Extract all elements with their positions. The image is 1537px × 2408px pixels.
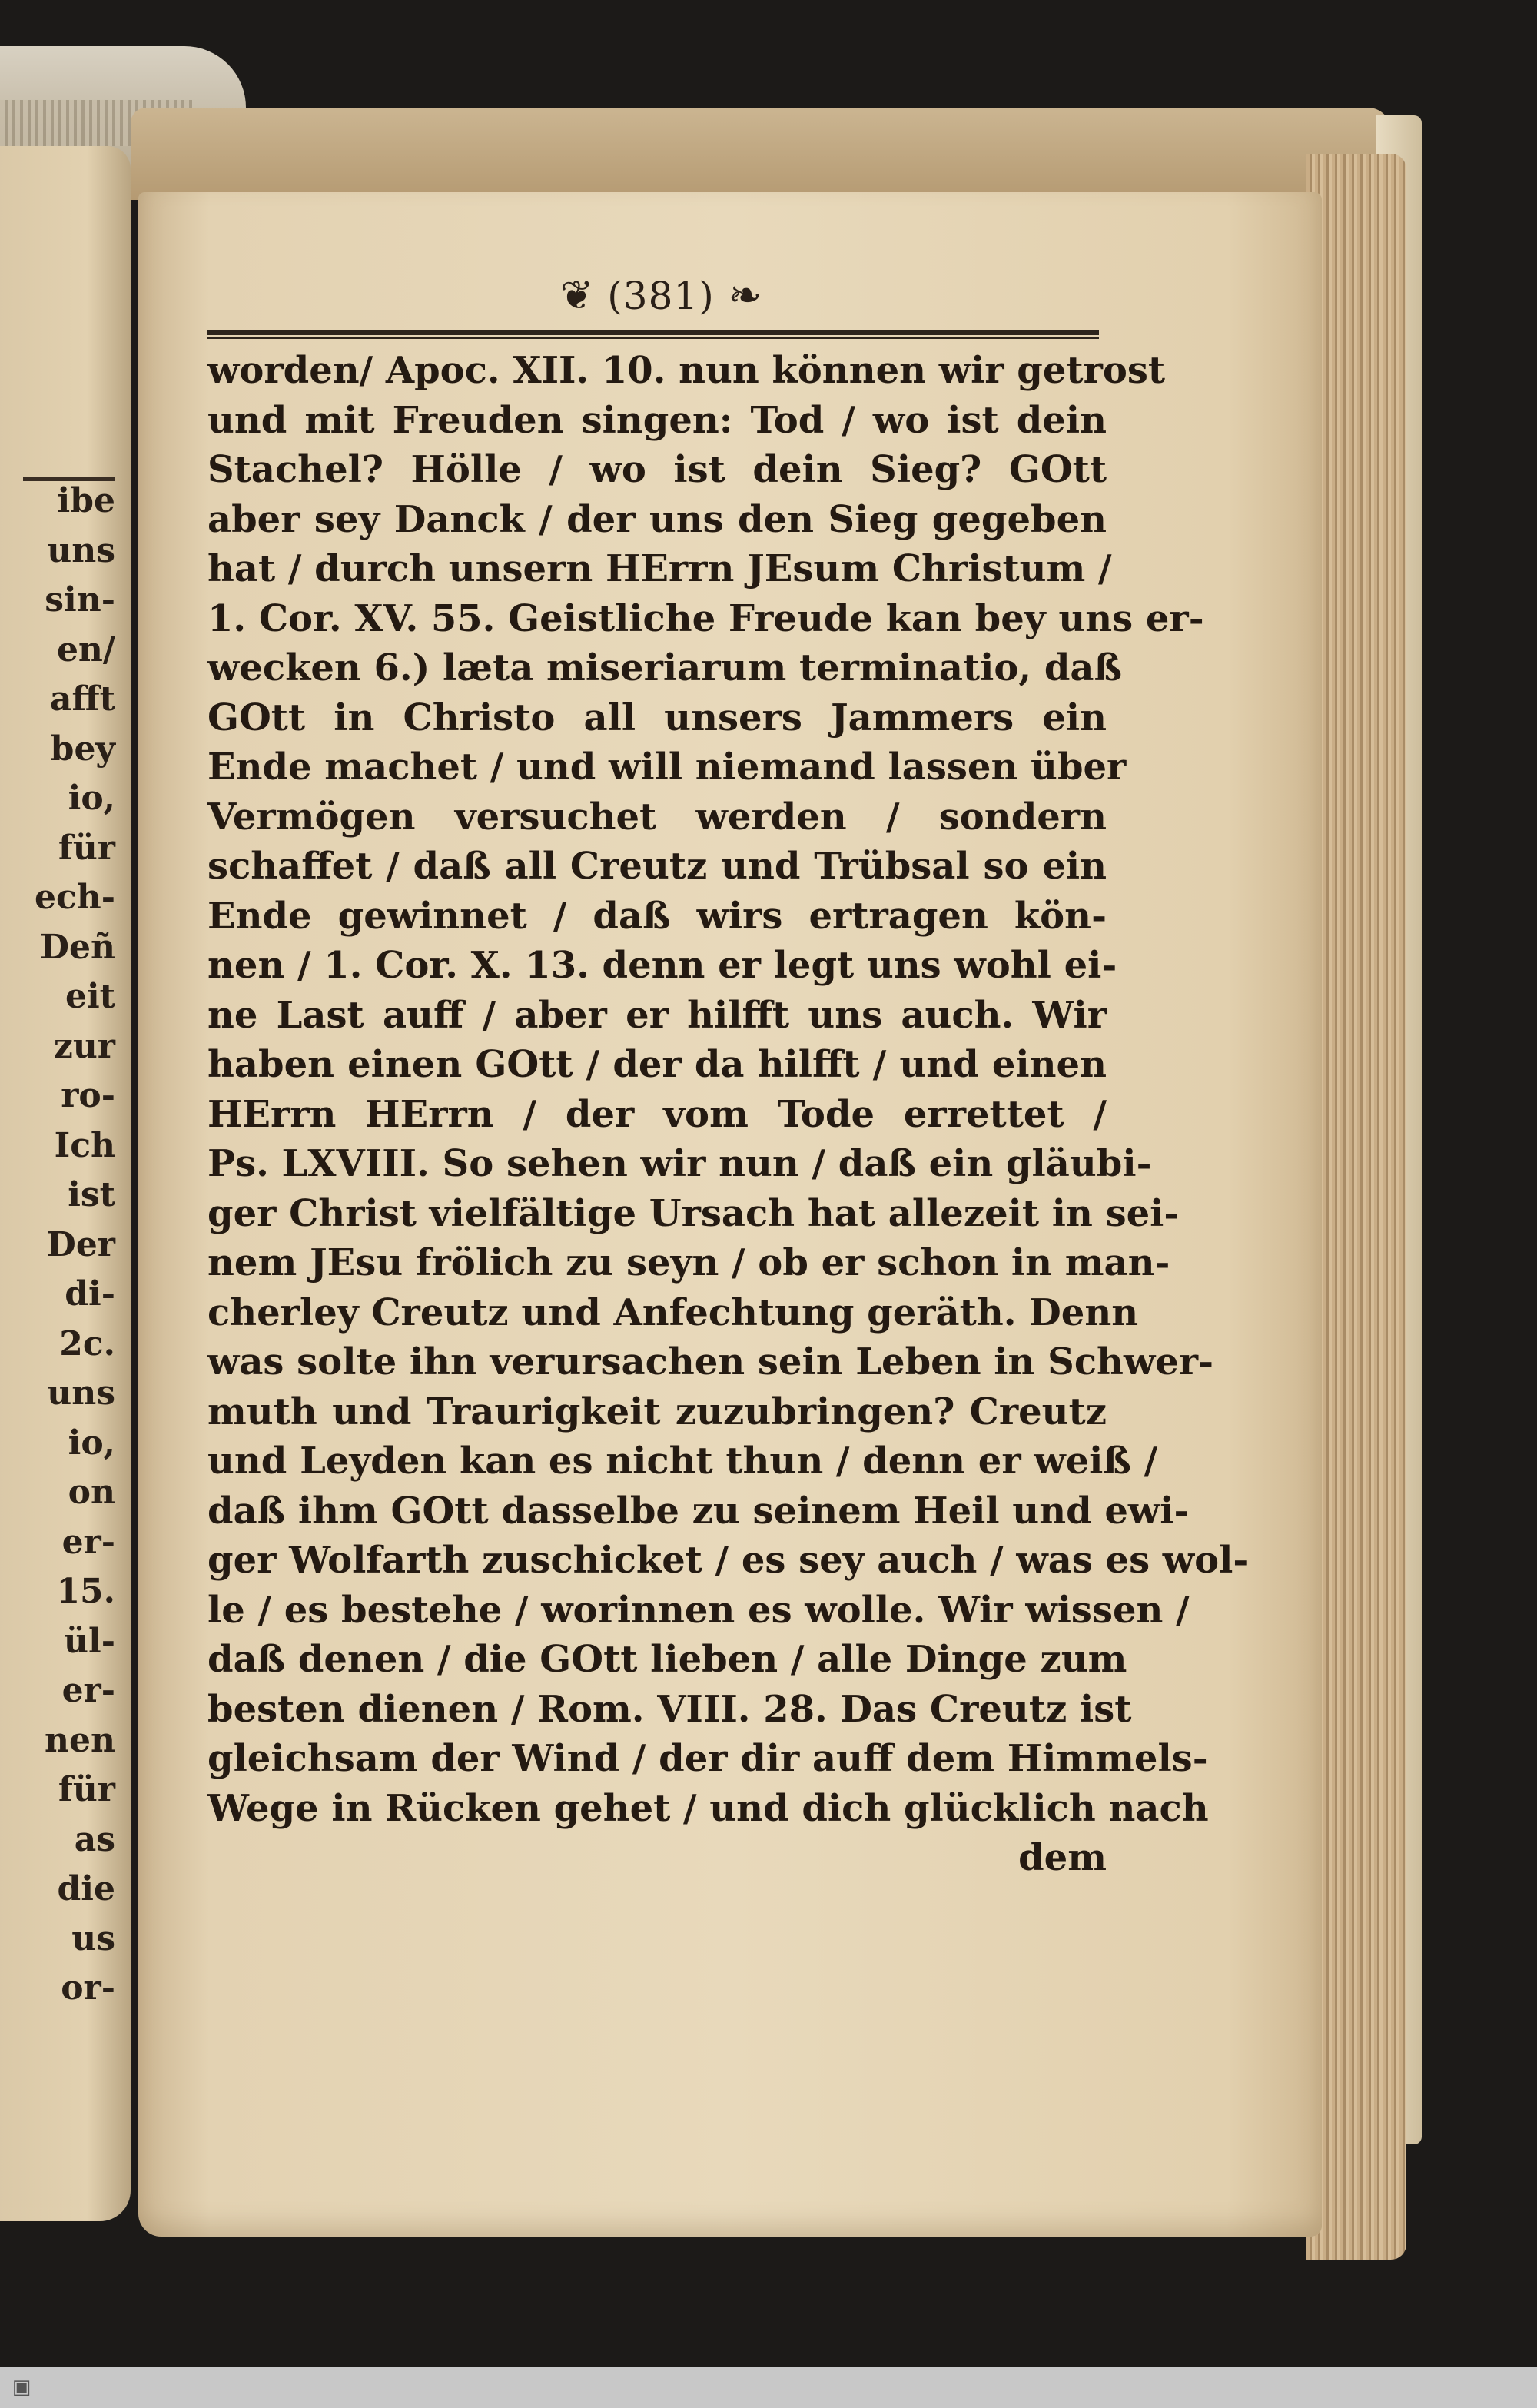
text-line: daß ihm GOtt dasselbe zu seinem Heil und ewi-	[207, 1489, 1190, 1533]
facing-page-fragment: ül-	[64, 1621, 115, 1661]
fleuron-right-icon: ❧	[728, 273, 762, 319]
facing-page-fragment: uns	[47, 1373, 115, 1413]
facing-page-fragment: die	[57, 1869, 115, 1908]
text-line: ne Last auff / aber er hilfft uns auch. Wir	[207, 993, 1107, 1037]
text-line: worden/ Apoc. XII. 10. nun können wir getrost	[207, 349, 1166, 392]
facing-page-fragment: er-	[61, 1522, 115, 1562]
text-line: wecken 6.) læta miseriarum terminatio, daß	[207, 646, 1122, 689]
text-line: nen / 1. Cor. X. 13. denn er legt uns wohl ei-	[207, 944, 1117, 987]
facing-page-fragment: er-	[61, 1671, 115, 1710]
text-line: nem JEsu frölich zu seyn / ob er schon in man-	[207, 1241, 1170, 1284]
facing-page-fragment: or-	[61, 1968, 115, 2008]
text-line: le / es bestehe / worinnen es wolle. Wir wissen /	[207, 1588, 1190, 1632]
facing-page-fragment: Deñ	[39, 927, 115, 967]
facing-page-fragment: zur	[53, 1026, 115, 1066]
facing-page-fragment: io,	[68, 779, 115, 818]
facing-page-fragment: as	[74, 1819, 115, 1859]
facing-page-fragment: io,	[68, 1423, 115, 1463]
facing-page-fragment: für	[58, 1770, 115, 1809]
facing-page-fragment: ech-	[34, 878, 115, 917]
text-line: haben einen GOtt / der da hilfft / und einen	[207, 1043, 1107, 1086]
text-line: aber sey Danck / der uns den Sieg gegeben	[207, 497, 1107, 541]
text-line: ger Wolfarth zuschicket / es sey auch / was es wol-	[207, 1539, 1249, 1582]
facing-page-fragment: sin-	[45, 580, 115, 619]
text-line: Ende gewinnet / daß wirs ertragen kön-	[207, 894, 1107, 938]
fleuron-left-icon: ❦	[559, 273, 594, 319]
facing-page-fragment: 15.	[56, 1572, 115, 1611]
text-line: muth und Traurigkeit zuzubringen? Creutz	[207, 1390, 1107, 1433]
text-line: Wege in Rücken gehet / und dich glücklich nach	[207, 1786, 1209, 1830]
facing-page-fragment: uns	[47, 530, 115, 570]
facing-page-fragment: ist	[68, 1175, 115, 1214]
facing-page-fragment: 2c.	[59, 1324, 115, 1363]
facing-page-fragment: afft	[50, 679, 115, 719]
facing-page-fragment: us	[71, 1918, 115, 1958]
facing-page-fragment: ibe	[57, 481, 115, 520]
body-text	[207, 346, 1249, 1883]
viewer-bottom-bar	[0, 2367, 1537, 2408]
text-line: und Leyden kan es nicht thun / denn er weiß /	[207, 1440, 1158, 1483]
facing-page-left	[0, 146, 131, 2221]
facing-page-fragment: Der	[46, 1224, 115, 1264]
text-line: schaffet / daß all Creutz und Trübsal so ein	[207, 845, 1107, 888]
text-line: cherley Creutz und Anfechtung geräth. Denn	[207, 1290, 1139, 1334]
text-line: besten dienen / Rom. VIII. 28. Das Creutz ist	[207, 1687, 1132, 1731]
text-line: und mit Freuden singen: Tod / wo ist dein	[207, 398, 1107, 442]
text-line: ger Christ vielfältige Ursach hat allezeit in sei-	[207, 1191, 1180, 1235]
page-block-top-edge	[131, 108, 1391, 200]
page-header	[538, 265, 784, 327]
facing-page-fragment: Ich	[54, 1125, 115, 1165]
text-line: hat / durch unsern HErrn JEsum Christum /	[207, 547, 1112, 590]
facing-page-fragment: on	[68, 1473, 115, 1512]
facing-page-fragment: bey	[50, 729, 115, 769]
text-line: gleichsam der Wind / der dir auff dem Himmels-	[207, 1737, 1208, 1780]
text-line: GOtt in Christo all unsers Jammers ein	[207, 696, 1107, 739]
facing-page-text	[0, 477, 115, 2014]
text-line: Vermögen versuchet werden / sondern	[207, 795, 1107, 839]
facing-page-fragment: en/	[56, 629, 115, 669]
catchword: dem	[1018, 1836, 1107, 1879]
text-line: was solte ihn verursachen sein Leben in Schwer-	[207, 1340, 1214, 1383]
text-line: daß denen / die GOtt lieben / alle Dinge zum	[207, 1638, 1127, 1681]
facing-page-fragment: ro-	[61, 1076, 115, 1115]
text-line: Stachel? Hölle / wo ist dein Sieg? GOtt	[207, 448, 1107, 491]
facing-page-fragment: di-	[65, 1274, 115, 1314]
facing-page-fragment: nen	[45, 1720, 115, 1760]
library-logo-icon: ▣	[12, 2376, 32, 2399]
facing-page-fragment: eit	[65, 977, 115, 1016]
header-rule	[207, 330, 1099, 339]
page-number: (381)	[607, 274, 715, 318]
text-line: Ps. LXVIII. So sehen wir nun / daß ein gläubi-	[207, 1142, 1152, 1185]
facing-page-fragment: für	[58, 828, 115, 868]
text-line: 1. Cor. XV. 55. Geistliche Freude kan bey uns er-	[207, 596, 1204, 640]
text-line: Ende machet / und will niemand lassen über	[207, 746, 1127, 789]
text-line: HErrn HErrn / der vom Tode errettet /	[207, 1092, 1107, 1136]
